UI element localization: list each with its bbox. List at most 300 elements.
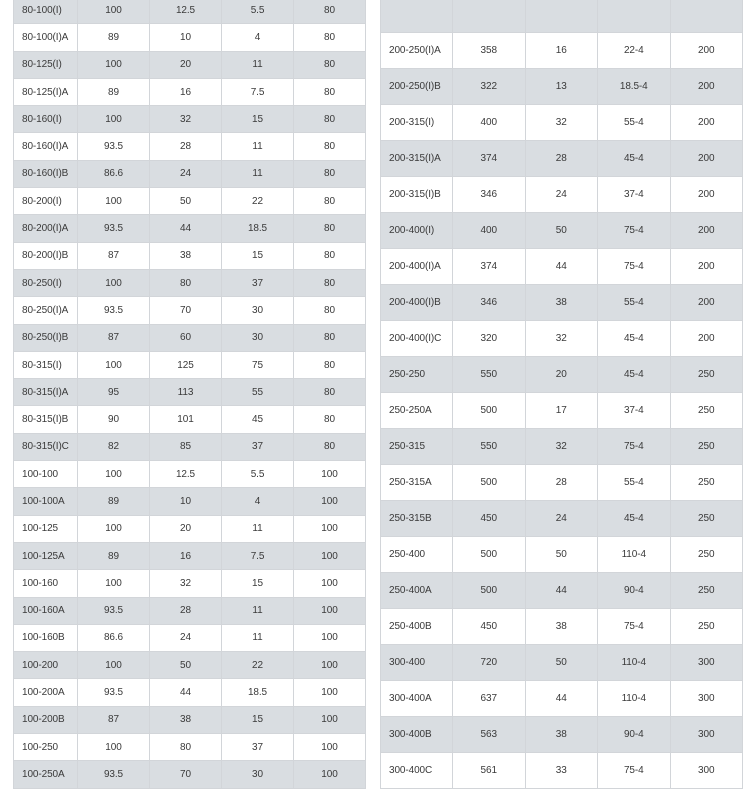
model-cell: 100-160B	[14, 624, 78, 651]
value-cell: 250	[670, 573, 743, 609]
table-row	[14, 24, 366, 51]
table-row	[381, 501, 743, 537]
value-cell: 100	[78, 461, 150, 488]
table-row	[14, 597, 366, 624]
value-cell: 93.5	[78, 133, 150, 160]
value-cell: 80	[294, 24, 366, 51]
table-row	[14, 624, 366, 651]
model-cell: 80-160(I)	[14, 106, 78, 133]
value-cell: 300	[670, 681, 743, 717]
pump-spec-table-right	[380, 0, 743, 789]
value-cell: 70	[150, 297, 222, 324]
value-cell: 11	[222, 51, 294, 78]
model-cell: 250-400B	[381, 609, 453, 645]
model-cell: 300-400B	[381, 717, 453, 753]
table-row	[14, 461, 366, 488]
table-row	[14, 515, 366, 542]
model-cell: 200-400(I)	[381, 213, 453, 249]
table-row	[14, 433, 366, 460]
value-cell: 85	[150, 433, 222, 460]
value-cell: 400	[453, 213, 526, 249]
model-cell: 250-400	[381, 537, 453, 573]
value-cell: 113	[150, 379, 222, 406]
value-cell: 50	[525, 213, 598, 249]
value-cell: 322	[453, 69, 526, 105]
model-cell: 100-200	[14, 652, 78, 679]
value-cell: 100	[78, 652, 150, 679]
model-cell: 80-250(I)B	[14, 324, 78, 351]
value-cell: 100	[78, 188, 150, 215]
value-cell: 100	[294, 542, 366, 569]
value-cell: 32	[150, 106, 222, 133]
table-row	[14, 679, 366, 706]
value-cell: 44	[150, 215, 222, 242]
value-cell: 93.5	[78, 679, 150, 706]
model-cell: 250-315B	[381, 501, 453, 537]
value-cell: 13	[525, 69, 598, 105]
value-cell: 93.5	[78, 761, 150, 788]
value-cell: 250	[670, 393, 743, 429]
value-cell: 75-4	[598, 249, 671, 285]
value-cell: 358	[453, 33, 526, 69]
value-cell: 80	[294, 133, 366, 160]
table-row	[14, 133, 366, 160]
table-row	[14, 570, 366, 597]
value-cell: 45-4	[598, 501, 671, 537]
value-cell	[453, 0, 526, 33]
model-cell: 80-250(I)A	[14, 297, 78, 324]
value-cell: 100	[294, 515, 366, 542]
value-cell: 100	[294, 488, 366, 515]
value-cell: 450	[453, 609, 526, 645]
value-cell: 100	[78, 515, 150, 542]
model-cell: 250-400A	[381, 573, 453, 609]
value-cell: 100	[294, 761, 366, 788]
value-cell: 200	[670, 69, 743, 105]
value-cell: 80	[294, 379, 366, 406]
model-cell: 80-200(I)B	[14, 242, 78, 269]
value-cell: 100	[294, 624, 366, 651]
value-cell: 38	[150, 242, 222, 269]
value-cell: 89	[78, 542, 150, 569]
model-cell: 200-400(I)A	[381, 249, 453, 285]
value-cell: 22	[222, 188, 294, 215]
value-cell: 374	[453, 249, 526, 285]
table-row	[14, 51, 366, 78]
value-cell: 45	[222, 406, 294, 433]
value-cell: 30	[222, 761, 294, 788]
value-cell: 32	[150, 570, 222, 597]
value-cell: 89	[78, 78, 150, 105]
value-cell: 200	[670, 321, 743, 357]
model-cell: 80-125(I)	[14, 51, 78, 78]
value-cell: 28	[150, 133, 222, 160]
table-row	[381, 393, 743, 429]
model-cell: 100-200A	[14, 679, 78, 706]
value-cell: 75	[222, 351, 294, 378]
value-cell: 500	[453, 573, 526, 609]
value-cell: 15	[222, 706, 294, 733]
value-cell: 200	[670, 33, 743, 69]
value-cell: 89	[78, 488, 150, 515]
table-row	[14, 78, 366, 105]
value-cell: 80	[294, 78, 366, 105]
value-cell: 346	[453, 285, 526, 321]
value-cell: 18.5-4	[598, 69, 671, 105]
value-cell: 250	[670, 609, 743, 645]
table-row	[381, 717, 743, 753]
table-row	[14, 160, 366, 187]
model-cell: 80-315(I)B	[14, 406, 78, 433]
model-cell: 300-400A	[381, 681, 453, 717]
value-cell: 720	[453, 645, 526, 681]
value-cell: 125	[150, 351, 222, 378]
model-cell: 100-160A	[14, 597, 78, 624]
model-cell: 200-400(I)C	[381, 321, 453, 357]
value-cell: 450	[453, 501, 526, 537]
value-cell: 38	[525, 609, 598, 645]
table-row	[381, 465, 743, 501]
table-row	[381, 573, 743, 609]
table-row	[381, 753, 743, 789]
value-cell: 5.5	[222, 0, 294, 24]
model-cell: 200-250(I)A	[381, 33, 453, 69]
value-cell: 250	[670, 357, 743, 393]
value-cell: 20	[525, 357, 598, 393]
value-cell: 93.5	[78, 597, 150, 624]
value-cell: 80	[294, 242, 366, 269]
value-cell: 80	[294, 269, 366, 296]
value-cell: 87	[78, 706, 150, 733]
value-cell: 86.6	[78, 160, 150, 187]
value-cell: 80	[150, 269, 222, 296]
table-row	[14, 297, 366, 324]
value-cell: 12.5	[150, 0, 222, 24]
table-row	[14, 215, 366, 242]
value-cell: 500	[453, 393, 526, 429]
value-cell: 75-4	[598, 609, 671, 645]
value-cell	[670, 0, 743, 33]
value-cell: 80	[294, 0, 366, 24]
value-cell: 200	[670, 285, 743, 321]
value-cell: 80	[294, 351, 366, 378]
value-cell: 55-4	[598, 105, 671, 141]
table-row	[14, 761, 366, 788]
table-row	[381, 249, 743, 285]
model-cell: 250-315A	[381, 465, 453, 501]
model-cell: 80-200(I)A	[14, 215, 78, 242]
table-row	[381, 213, 743, 249]
value-cell: 44	[525, 573, 598, 609]
value-cell: 20	[150, 515, 222, 542]
value-cell: 24	[150, 160, 222, 187]
value-cell: 100	[78, 570, 150, 597]
model-cell: 100-100	[14, 461, 78, 488]
model-cell: 100-125	[14, 515, 78, 542]
value-cell: 550	[453, 357, 526, 393]
model-cell	[381, 0, 453, 33]
value-cell: 38	[150, 706, 222, 733]
table-row	[14, 652, 366, 679]
value-cell: 87	[78, 242, 150, 269]
value-cell: 100	[294, 652, 366, 679]
model-cell: 200-250(I)B	[381, 69, 453, 105]
value-cell: 60	[150, 324, 222, 351]
value-cell: 5.5	[222, 461, 294, 488]
value-cell: 20	[150, 51, 222, 78]
model-cell: 200-315(I)B	[381, 177, 453, 213]
table-row	[381, 645, 743, 681]
value-cell: 89	[78, 24, 150, 51]
value-cell	[598, 0, 671, 33]
table-row	[14, 488, 366, 515]
value-cell: 100	[78, 351, 150, 378]
value-cell: 16	[525, 33, 598, 69]
value-cell: 82	[78, 433, 150, 460]
table-row	[381, 0, 743, 33]
table-row	[381, 33, 743, 69]
value-cell: 100	[294, 570, 366, 597]
model-cell: 200-400(I)B	[381, 285, 453, 321]
value-cell: 80	[294, 406, 366, 433]
value-cell	[525, 0, 598, 33]
model-cell: 80-100(I)	[14, 0, 78, 24]
value-cell: 7.5	[222, 542, 294, 569]
value-cell: 250	[670, 465, 743, 501]
model-cell: 80-160(I)B	[14, 160, 78, 187]
value-cell: 11	[222, 133, 294, 160]
value-cell: 10	[150, 488, 222, 515]
table-row	[381, 105, 743, 141]
pump-spec-table-left	[13, 0, 366, 789]
value-cell: 80	[294, 215, 366, 242]
value-cell: 100	[294, 679, 366, 706]
value-cell: 22	[222, 652, 294, 679]
value-cell: 37-4	[598, 393, 671, 429]
value-cell: 500	[453, 537, 526, 573]
value-cell: 300	[670, 645, 743, 681]
table-row	[14, 242, 366, 269]
value-cell: 24	[150, 624, 222, 651]
value-cell: 11	[222, 624, 294, 651]
value-cell: 28	[150, 597, 222, 624]
table-row	[14, 269, 366, 296]
value-cell: 100	[78, 734, 150, 761]
model-cell: 250-250A	[381, 393, 453, 429]
model-cell: 100-160	[14, 570, 78, 597]
model-cell: 80-100(I)A	[14, 24, 78, 51]
value-cell: 22-4	[598, 33, 671, 69]
model-cell: 80-315(I)A	[14, 379, 78, 406]
value-cell: 374	[453, 141, 526, 177]
value-cell: 44	[525, 681, 598, 717]
value-cell: 320	[453, 321, 526, 357]
value-cell: 55-4	[598, 285, 671, 321]
model-cell: 100-200B	[14, 706, 78, 733]
table-row	[381, 357, 743, 393]
value-cell: 50	[150, 652, 222, 679]
value-cell: 4	[222, 488, 294, 515]
value-cell: 45-4	[598, 357, 671, 393]
left-table-body	[14, 0, 366, 788]
value-cell: 400	[453, 105, 526, 141]
value-cell: 24	[525, 177, 598, 213]
value-cell: 32	[525, 429, 598, 465]
value-cell: 80	[294, 160, 366, 187]
model-cell: 250-315	[381, 429, 453, 465]
value-cell: 45-4	[598, 141, 671, 177]
value-cell: 100	[78, 106, 150, 133]
value-cell: 87	[78, 324, 150, 351]
value-cell: 33	[525, 753, 598, 789]
value-cell: 80	[294, 433, 366, 460]
value-cell: 7.5	[222, 78, 294, 105]
table-row	[381, 609, 743, 645]
table-row	[14, 542, 366, 569]
value-cell: 16	[150, 542, 222, 569]
right-table-body	[381, 0, 743, 789]
table-row	[14, 406, 366, 433]
value-cell: 11	[222, 597, 294, 624]
value-cell: 250	[670, 501, 743, 537]
model-cell: 100-100A	[14, 488, 78, 515]
value-cell: 45-4	[598, 321, 671, 357]
value-cell: 15	[222, 106, 294, 133]
value-cell: 200	[670, 141, 743, 177]
value-cell: 11	[222, 160, 294, 187]
model-cell: 100-250A	[14, 761, 78, 788]
value-cell: 101	[150, 406, 222, 433]
value-cell: 28	[525, 465, 598, 501]
table-row	[381, 177, 743, 213]
value-cell: 300	[670, 717, 743, 753]
model-cell: 80-200(I)	[14, 188, 78, 215]
table-row	[381, 681, 743, 717]
value-cell: 4	[222, 24, 294, 51]
value-cell: 110-4	[598, 681, 671, 717]
model-cell: 300-400	[381, 645, 453, 681]
value-cell: 15	[222, 242, 294, 269]
table-row	[14, 734, 366, 761]
value-cell: 200	[670, 177, 743, 213]
table-row	[381, 69, 743, 105]
model-cell: 80-250(I)	[14, 269, 78, 296]
value-cell: 17	[525, 393, 598, 429]
value-cell: 38	[525, 285, 598, 321]
value-cell: 100	[78, 0, 150, 24]
value-cell: 80	[294, 51, 366, 78]
value-cell: 200	[670, 213, 743, 249]
value-cell: 18.5	[222, 679, 294, 706]
value-cell: 250	[670, 429, 743, 465]
value-cell: 346	[453, 177, 526, 213]
value-cell: 10	[150, 24, 222, 51]
value-cell: 44	[525, 249, 598, 285]
table-row	[381, 429, 743, 465]
value-cell: 80	[294, 106, 366, 133]
value-cell: 100	[294, 461, 366, 488]
table-row	[14, 324, 366, 351]
value-cell: 561	[453, 753, 526, 789]
value-cell: 90-4	[598, 717, 671, 753]
table-row	[14, 379, 366, 406]
model-cell: 80-160(I)A	[14, 133, 78, 160]
value-cell: 30	[222, 297, 294, 324]
value-cell: 110-4	[598, 537, 671, 573]
value-cell: 75-4	[598, 213, 671, 249]
value-cell: 90	[78, 406, 150, 433]
table-row	[14, 188, 366, 215]
value-cell: 93.5	[78, 297, 150, 324]
value-cell: 55	[222, 379, 294, 406]
model-cell: 200-315(I)A	[381, 141, 453, 177]
value-cell: 80	[294, 297, 366, 324]
model-cell: 100-125A	[14, 542, 78, 569]
model-cell: 80-315(I)C	[14, 433, 78, 460]
value-cell: 50	[150, 188, 222, 215]
value-cell: 37	[222, 269, 294, 296]
value-cell: 80	[150, 734, 222, 761]
table-row	[14, 706, 366, 733]
value-cell: 28	[525, 141, 598, 177]
value-cell: 24	[525, 501, 598, 537]
table-row	[381, 285, 743, 321]
value-cell: 12.5	[150, 461, 222, 488]
model-cell: 300-400C	[381, 753, 453, 789]
value-cell: 300	[670, 753, 743, 789]
value-cell: 32	[525, 321, 598, 357]
value-cell: 38	[525, 717, 598, 753]
model-cell: 100-250	[14, 734, 78, 761]
value-cell: 55-4	[598, 465, 671, 501]
value-cell: 100	[294, 597, 366, 624]
value-cell: 44	[150, 679, 222, 706]
value-cell: 37	[222, 734, 294, 761]
value-cell: 110-4	[598, 645, 671, 681]
value-cell: 500	[453, 465, 526, 501]
value-cell: 37	[222, 433, 294, 460]
value-cell: 200	[670, 105, 743, 141]
value-cell: 100	[294, 734, 366, 761]
value-cell: 37-4	[598, 177, 671, 213]
value-cell: 86.6	[78, 624, 150, 651]
value-cell: 18.5	[222, 215, 294, 242]
value-cell: 16	[150, 78, 222, 105]
value-cell: 95	[78, 379, 150, 406]
model-cell: 250-250	[381, 357, 453, 393]
value-cell: 50	[525, 537, 598, 573]
value-cell: 90-4	[598, 573, 671, 609]
table-row	[14, 351, 366, 378]
value-cell: 563	[453, 717, 526, 753]
value-cell: 100	[78, 51, 150, 78]
value-cell: 550	[453, 429, 526, 465]
model-cell: 80-125(I)A	[14, 78, 78, 105]
value-cell: 100	[294, 706, 366, 733]
value-cell: 93.5	[78, 215, 150, 242]
value-cell: 11	[222, 515, 294, 542]
value-cell: 70	[150, 761, 222, 788]
value-cell: 50	[525, 645, 598, 681]
table-row	[14, 106, 366, 133]
table-row	[381, 321, 743, 357]
value-cell: 75-4	[598, 429, 671, 465]
value-cell: 32	[525, 105, 598, 141]
value-cell: 80	[294, 188, 366, 215]
value-cell: 637	[453, 681, 526, 717]
value-cell: 100	[78, 269, 150, 296]
model-cell: 200-315(I)	[381, 105, 453, 141]
